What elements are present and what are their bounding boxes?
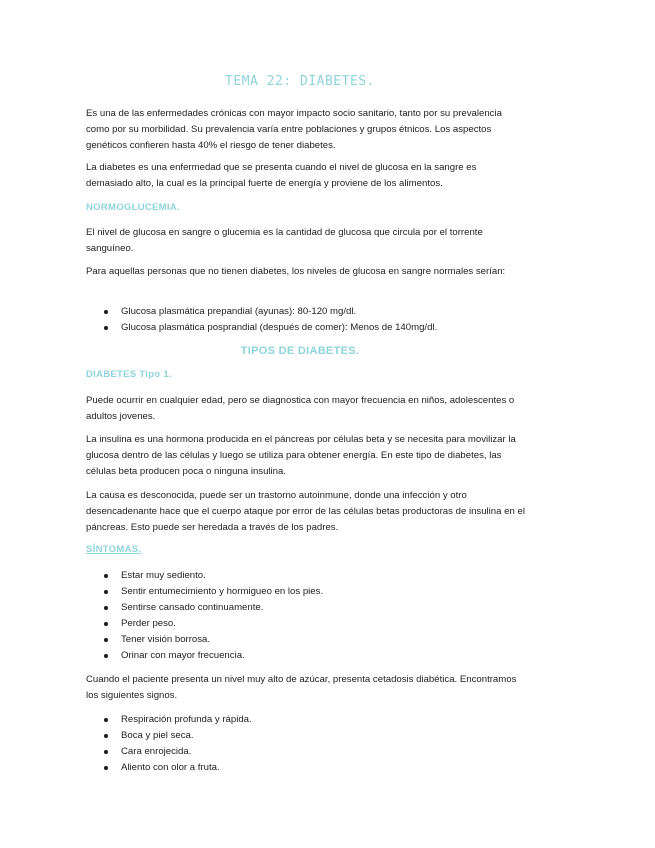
bullet-icon	[104, 750, 108, 754]
normoglucemia-heading: NORMOGLUCEMIA.	[86, 202, 180, 213]
bullet-icon	[104, 574, 108, 578]
symptoms-list	[104, 568, 323, 664]
tipo1-paragraph-1: Puede ocurrir en cualquier edad, pero se diagnostica con mayor frecuencia en niños, adolescentes o adultos jovenes.	[86, 395, 515, 422]
bullet-icon	[104, 638, 108, 642]
list-item: Tener visión borrosa.	[104, 632, 323, 648]
tipo1-paragraph-2: La insulina es una hormona producida en el páncreas por células beta y se necesita para movilizar la glucosa dentro de las células y luego se utiliza para obtener energía. En este tipo de diabetes, las células beta producen poca o ninguna insulina.	[86, 434, 516, 477]
bullet-icon	[104, 718, 108, 722]
bullet-icon	[104, 654, 108, 658]
list-item: Orinar con mayor frecuencia.	[104, 648, 323, 664]
tipo1-paragraph-3: La causa es desconocida, puede ser un trastorno autoinmune, donde una infección y otro desencadenante hace que el cuerpo ataque por error de las células betas productoras de insulina en el páncreas. Esto puede ser heredada a través de los padres.	[86, 490, 525, 533]
list-item: Sentir entumecimiento y hormigueo en los pies.	[104, 584, 323, 600]
list-item: Perder peso.	[104, 616, 323, 632]
list-item: Boca y piel seca.	[104, 728, 252, 744]
bullet-icon	[104, 734, 108, 738]
tipo1-heading: DIABETES Tipo 1.	[86, 369, 172, 380]
intro-paragraph-2: La diabetes es una enfermedad que se presenta cuando el nivel de glucosa en la sangre es demasiado alto, la cual es la principal fuerte de energía y proviene de los alimentos.	[86, 162, 477, 189]
cetoacidosis-paragraph: Cuando el paciente presenta un nivel muy alto de azúcar, presenta cetadosis diabética. Encontramos los siguientes signos.	[86, 674, 517, 701]
list-item: Glucosa plasmática prepandial (ayunas): 80-120 mg/dl.	[104, 304, 437, 320]
list-item: Respiración profunda y rápida.	[104, 712, 252, 728]
tipos-heading: TIPOS DE DIABETES.	[240, 345, 360, 357]
list-item: Estar muy sediento.	[104, 568, 323, 584]
bullet-icon	[104, 326, 108, 330]
signs-list	[104, 712, 252, 776]
bullet-icon	[104, 590, 108, 594]
list-item: Cara enrojecida.	[104, 744, 252, 760]
bullet-icon	[104, 606, 108, 610]
bullet-icon	[104, 622, 108, 626]
page-title: TEMA 22: DIABETES.	[225, 74, 375, 89]
glucose-levels-list	[104, 304, 437, 336]
sintomas-heading: SÍNTOMAS.	[86, 544, 142, 555]
list-item: Aliento con olor a fruta.	[104, 760, 252, 776]
normoglucemia-paragraph-2: Para aquellas personas que no tienen diabetes, los niveles de glucosa en sangre normales serían:	[86, 266, 506, 277]
bullet-icon	[104, 766, 108, 770]
bullet-icon	[104, 310, 108, 314]
list-item: Glucosa plasmática posprandial (después de comer): Menos de 140mg/dl.	[104, 320, 437, 336]
intro-paragraph-1: Es una de las enfermedades crónicas con mayor impacto socio sanitario, tanto por su prevalencia como por su morbilidad. Su prevalencia varía entre poblaciones y grupos étnicos. Los aspectos genéticos confieren hasta 40% el riesgo de tener diabetes.	[86, 108, 502, 151]
list-item: Sentirse cansado continuamente.	[104, 600, 323, 616]
normoglucemia-paragraph-1: El nivel de glucosa en sangre o glucemia es la cantidad de glucosa que circula por el torrente sanguíneo.	[86, 227, 483, 254]
